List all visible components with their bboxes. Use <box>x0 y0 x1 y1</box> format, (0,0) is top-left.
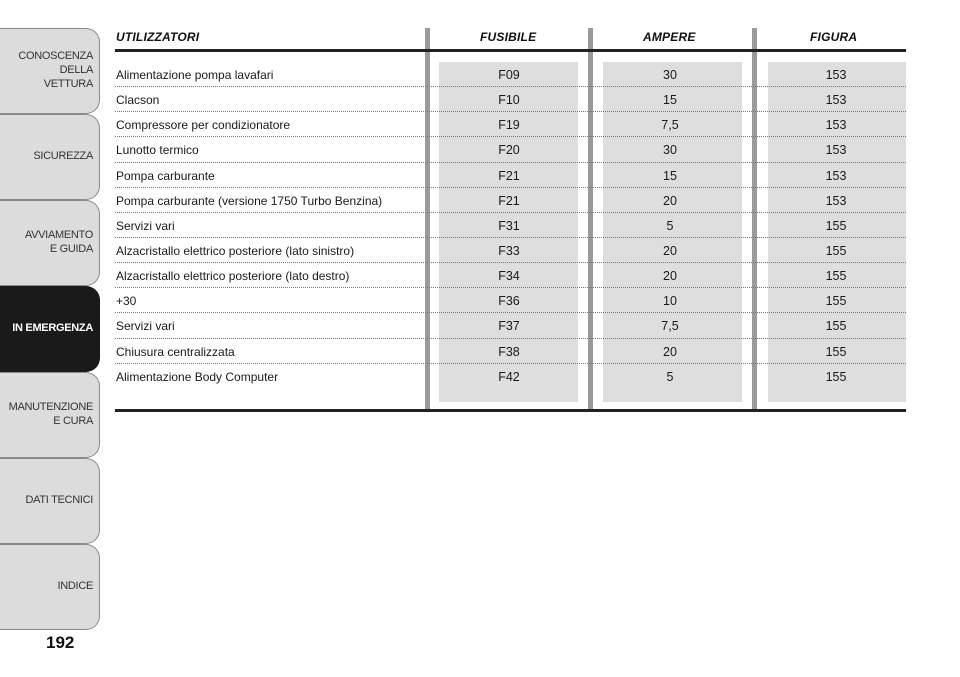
header-rule <box>115 49 906 52</box>
table-row <box>115 213 906 238</box>
row-user: Pompa carburante (versione 1750 Turbo Benzina) <box>116 193 383 208</box>
row-ampere: 7,5 <box>661 319 679 334</box>
header-fuse: FUSIBILE <box>480 30 537 44</box>
row-user: Compressore per condizionatore <box>116 118 291 133</box>
table-row <box>115 188 906 213</box>
side-tab-avviamento[interactable]: AVVIAMENTO E GUIDA <box>0 200 100 286</box>
row-ampere: 15 <box>663 168 677 183</box>
page-number: 192 <box>46 633 75 652</box>
table-row <box>115 339 906 364</box>
row-fuse: F37 <box>498 319 520 334</box>
row-fuse: F34 <box>498 269 520 284</box>
row-ampere: 20 <box>663 193 677 208</box>
row-ampere: 15 <box>663 93 677 108</box>
row-figure: 155 <box>825 369 847 384</box>
row-figure: 153 <box>825 118 847 133</box>
row-user: +30 <box>116 294 137 309</box>
row-fuse: F31 <box>498 218 520 233</box>
table-row <box>115 112 906 137</box>
row-user: Alzacristallo elettrico posteriore (lato sinistro) <box>116 243 355 258</box>
header-fig: FIGURA <box>810 30 858 44</box>
table-row <box>115 263 906 288</box>
row-ampere: 20 <box>663 344 677 359</box>
row-figure: 155 <box>825 294 847 309</box>
table-row <box>115 364 906 389</box>
row-fuse: F38 <box>498 344 520 359</box>
row-figure: 155 <box>825 218 847 233</box>
table-row <box>115 238 906 263</box>
row-fuse: F36 <box>498 294 520 309</box>
row-figure: 153 <box>825 168 847 183</box>
header-user: UTILIZZATORI <box>116 30 200 44</box>
row-user: Servizi vari <box>116 218 175 233</box>
row-ampere: 5 <box>666 369 674 384</box>
row-fuse: F10 <box>498 93 520 108</box>
row-figure: 153 <box>825 68 847 82</box>
row-ampere: 20 <box>663 243 677 258</box>
row-ampere: 30 <box>663 68 677 82</box>
row-ampere: 30 <box>663 143 677 158</box>
row-fuse: F21 <box>498 193 520 208</box>
row-ampere: 20 <box>663 269 677 284</box>
row-ampere: 7,5 <box>661 118 679 133</box>
row-fuse: F42 <box>498 369 520 384</box>
row-fuse: F19 <box>498 118 520 133</box>
row-figure: 155 <box>825 243 847 258</box>
row-fuse: F09 <box>498 68 520 82</box>
row-user: Alimentazione Body Computer <box>116 369 279 384</box>
table-row <box>115 62 906 87</box>
row-fuse: F33 <box>498 243 520 258</box>
row-ampere: 10 <box>663 294 677 309</box>
side-tab-manutenzione[interactable]: MANUTENZIONE E CURA <box>0 372 100 458</box>
row-user: Pompa carburante <box>116 168 215 183</box>
fuse-table-body <box>115 62 906 389</box>
side-tab-dati-tecnici[interactable]: DATI TECNICI <box>0 458 100 544</box>
row-figure: 153 <box>825 143 847 158</box>
side-tab-in-emergenza[interactable]: IN EMERGENZA <box>0 286 100 372</box>
row-ampere: 5 <box>666 218 674 233</box>
row-user: Lunotto termico <box>116 143 199 158</box>
bottom-rule <box>115 409 906 412</box>
side-tab-indice[interactable]: INDICE <box>0 544 100 630</box>
row-figure: 155 <box>825 319 847 334</box>
row-user: Alimentazione pompa lavafari <box>116 68 274 82</box>
side-tab-conoscenza[interactable]: CONOSCENZA DELLA VETTURA <box>0 28 100 114</box>
table-row <box>115 137 906 162</box>
table-row <box>115 313 906 338</box>
header-amp: AMPERE <box>643 30 696 44</box>
row-user: Servizi vari <box>116 319 175 334</box>
row-user: Alzacristallo elettrico posteriore (lato destro) <box>116 269 350 284</box>
row-fuse: F20 <box>498 143 520 158</box>
row-user: Clacson <box>116 93 160 108</box>
row-figure: 153 <box>825 93 847 108</box>
table-row <box>115 87 906 112</box>
row-figure: 155 <box>825 269 847 284</box>
row-figure: 153 <box>825 193 847 208</box>
table-row <box>115 163 906 188</box>
row-figure: 155 <box>825 344 847 359</box>
row-fuse: F21 <box>498 168 520 183</box>
side-tab-sicurezza[interactable]: SICUREZZA <box>0 114 100 200</box>
row-user: Chiusura centralizzata <box>116 344 235 359</box>
side-nav <box>0 28 102 628</box>
table-row <box>115 288 906 313</box>
